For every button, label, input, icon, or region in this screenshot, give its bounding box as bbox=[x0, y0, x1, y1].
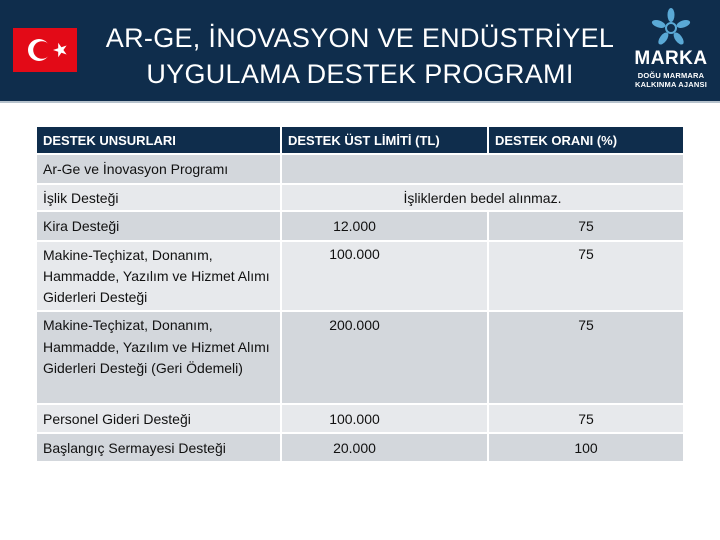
item-label: Personel Gideri Desteği bbox=[37, 405, 280, 432]
rate-value: 75 bbox=[489, 312, 683, 403]
support-table bbox=[35, 125, 685, 463]
column-header: DESTEK UNSURLARI bbox=[37, 127, 280, 153]
item-label: İşlik Desteği bbox=[37, 185, 280, 210]
table-header-row bbox=[37, 127, 683, 153]
section-row bbox=[37, 155, 683, 183]
logo-subtitle-2: KALKINMA AJANSI bbox=[634, 80, 708, 89]
limit-value: 200.000 bbox=[282, 312, 487, 403]
merged-note: İşliklerden bedel alınmaz. bbox=[282, 185, 683, 210]
section-label: Ar-Ge ve İnovasyon Programı bbox=[37, 155, 280, 183]
star-logo-icon bbox=[651, 8, 691, 48]
table-row bbox=[37, 312, 683, 403]
item-label: Başlangıç Sermayesi Desteği bbox=[37, 434, 280, 461]
item-label: Makine-Teçhizat, Donanım, Hammadde, Yazılım ve Hizmet Alımı Giderleri Desteği bbox=[37, 242, 280, 310]
item-label: Makine-Teçhizat, Donanım, Hammadde, Yazılım ve Hizmet Alımı Giderleri Desteği (Geri Ödemeli) bbox=[37, 312, 280, 403]
slide-header bbox=[0, 0, 720, 101]
logo-name: MARKA bbox=[634, 48, 708, 69]
rate-value: 100 bbox=[489, 434, 683, 461]
limit-value: 100.000 bbox=[282, 242, 487, 310]
header-divider bbox=[0, 101, 720, 103]
marka-logo bbox=[628, 8, 714, 94]
title-line-1: AR-GE, İNOVASYON VE ENDÜSTRİYEL bbox=[105, 23, 615, 53]
table-row bbox=[37, 212, 683, 240]
limit-value: 20.000 bbox=[282, 434, 487, 461]
title-line-2: UYGULAMA DESTEK PROGRAMI bbox=[146, 59, 574, 89]
table-row bbox=[37, 185, 683, 210]
limit-value: 12.000 bbox=[282, 212, 487, 240]
rate-value: 75 bbox=[489, 212, 683, 240]
table-row bbox=[37, 242, 683, 310]
column-header: DESTEK ORANI (%) bbox=[489, 127, 683, 153]
page-title bbox=[95, 20, 625, 92]
column-header: DESTEK ÜST LİMİTİ (TL) bbox=[282, 127, 487, 153]
item-label: Kira Desteği bbox=[37, 212, 280, 240]
turkish-flag-icon bbox=[13, 28, 77, 72]
rate-value: 75 bbox=[489, 242, 683, 310]
rate-value: 75 bbox=[489, 405, 683, 432]
logo-subtitle-1: DOĞU MARMARA bbox=[637, 71, 705, 80]
section-empty-cell bbox=[282, 155, 683, 183]
limit-value: 100.000 bbox=[282, 405, 487, 432]
table-row bbox=[37, 405, 683, 432]
table-row bbox=[37, 434, 683, 461]
